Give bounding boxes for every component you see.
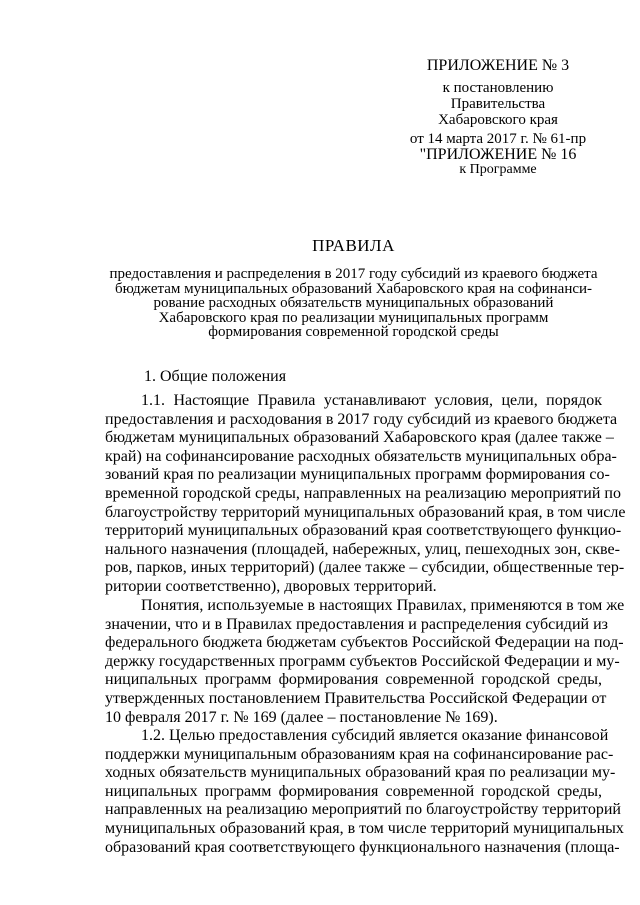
subtitle-line: предоставления и распределения в 2017 году субсидий из краевого бюджета: [109, 266, 598, 282]
paragraph-concepts: [105, 597, 625, 727]
subtitle-line: формирования современной городской среды: [208, 324, 499, 340]
text-line: Понятия, используемые в настоящих Правилах, применяются в том же: [141, 597, 625, 614]
sub-appendix-to: к Программе: [459, 162, 537, 177]
text-line: зований края по реализации муниципальных программ формирования со-: [105, 466, 610, 484]
text-line: 1.1. Настоящие Правила устанавливают условия, цели, порядок: [141, 392, 602, 409]
text-line: направленных на реализацию мероприятий по благоустройству территорий: [105, 801, 621, 819]
text-line: территорий муниципальных образований края соответствующего функцио-: [105, 522, 622, 540]
text-line: ниципальных программ формирования современной городской среды,: [105, 782, 602, 800]
text-line: ритории соответственно), дворовых территорий.: [105, 577, 437, 595]
text-line: предоставления и расходования в 2017 году субсидий из краевого бюджета: [105, 410, 618, 428]
appendix-title: ПРИЛОЖЕНИЕ № 3: [426, 57, 570, 74]
text-line: ниципальных программ формирования современной городской среды,: [105, 671, 602, 689]
page-title: ПРАВИЛА: [312, 236, 395, 255]
text-line: временной городской среды, направленных на реализацию мероприятий по: [105, 484, 621, 502]
text-line: утвержденных постановлением Правительства Российской Федерации от: [105, 689, 607, 707]
text-line: значении, что и в Правилах предоставления и распределения субсидий из: [105, 615, 608, 633]
text-line: бюджетам муниципальных образований Хабаровского края (далее также –: [105, 429, 614, 447]
text-line: ходных обязательств муниципальных образований края по реализации му-: [105, 764, 616, 782]
section-heading: 1. Общие положения: [144, 368, 287, 385]
text-line: благоустройству территорий муниципальных образований края, в том числе: [105, 503, 626, 521]
subtitle-line: Хабаровского края по реализации муниципальных программ: [158, 309, 549, 326]
subtitle-line: бюджетам муниципальных образований Хабаровского края на софинанси-: [114, 280, 593, 297]
text-line: держку государственных программ субъектов Российской Федерации и му-: [105, 652, 620, 670]
text-line: муниципальных образований края, в том числе территорий муниципальных: [105, 819, 624, 837]
text-line: край) на софинансирование расходных обязательств муниципальных обра-: [105, 447, 617, 465]
sub-appendix-title: "ПРИЛОЖЕНИЕ № 16: [419, 146, 577, 163]
paragraph-1-1: [105, 392, 626, 597]
text-line: нального назначения (площадей, набережных, улиц, пешеходных зон, скве-: [105, 540, 620, 558]
appendix-line: Правительства: [450, 96, 546, 112]
appendix-line: Хабаровского края: [438, 112, 558, 128]
paragraph-1-2: [105, 727, 624, 857]
text-line: федерального бюджета бюджетам субъектов Российской Федерации на под-: [105, 634, 624, 652]
text-line: 1.2. Целью предоставления субсидий является оказание финансовой: [141, 727, 609, 744]
text-line: образований края соответствующего функционального назначения (площа-: [105, 838, 620, 856]
subtitle-line: рование расходных обязательств муниципальных образований: [153, 295, 554, 311]
appendix-date: от 14 марта 2017 г. № 61-пр: [409, 131, 587, 147]
text-line: 10 февраля 2017 г. № 169 (далее – постановление № 169).: [105, 708, 498, 726]
appendix-line: к постановлению: [442, 80, 554, 96]
text-line: ров, парков, иных территорий) (далее также – субсидии, общественные тер-: [105, 559, 625, 577]
text-line: поддержки муниципальным образованиям края на софинансирование рас-: [105, 745, 614, 763]
